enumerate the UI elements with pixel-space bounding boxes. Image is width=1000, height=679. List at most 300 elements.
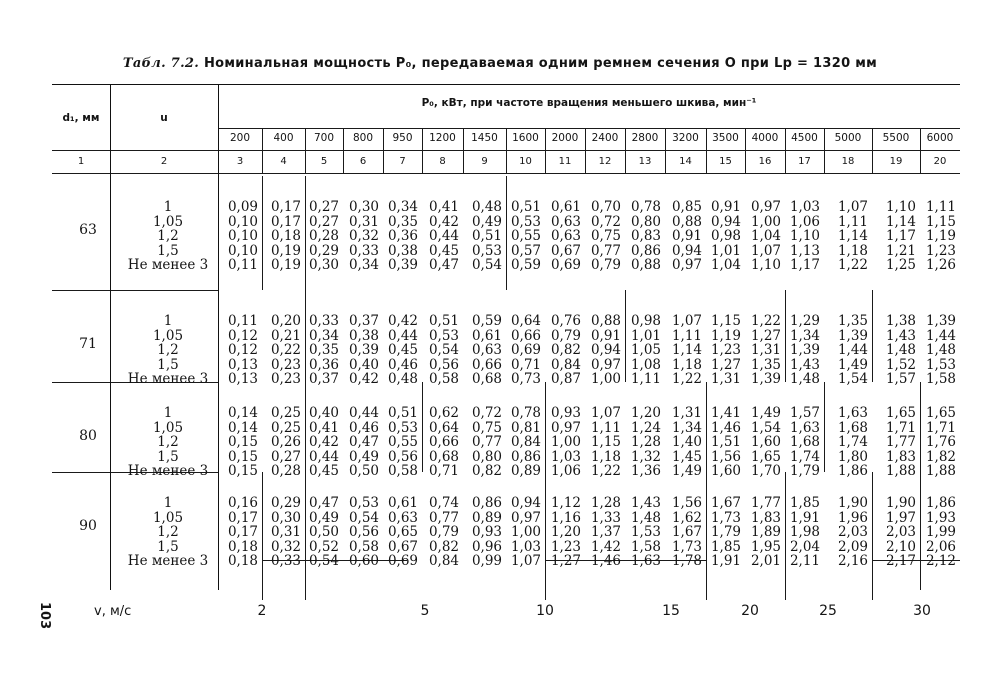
belt-speed-label: v, м/с bbox=[94, 604, 132, 619]
ratio-value: Не менее 3 bbox=[127, 553, 209, 569]
freq-header-4500: 4500 bbox=[791, 132, 818, 144]
power-value: 0,45 bbox=[428, 242, 459, 259]
power-value: 0,28 bbox=[308, 228, 339, 244]
ratio-list bbox=[120, 496, 216, 569]
power-column bbox=[262, 406, 301, 479]
power-value: 0,91 bbox=[671, 228, 702, 244]
power-column bbox=[343, 406, 379, 479]
power-value: 1,45 bbox=[671, 448, 702, 465]
column-number: 6 bbox=[359, 156, 367, 167]
power-column bbox=[625, 314, 661, 387]
power-value: 0,30 bbox=[270, 509, 301, 526]
power-value: 0,58 bbox=[387, 463, 418, 479]
power-value: 1,62 bbox=[671, 509, 702, 526]
power-value: 1,31 bbox=[750, 342, 781, 358]
power-value: 0,86 bbox=[630, 242, 661, 259]
power-column bbox=[545, 496, 581, 569]
freq-header-800: 800 bbox=[352, 132, 374, 144]
power-column bbox=[785, 496, 820, 569]
power-value: 0,54 bbox=[428, 342, 459, 358]
power-value: 1,18 bbox=[590, 448, 621, 465]
power-column bbox=[506, 406, 541, 479]
power-value: 1,06 bbox=[550, 463, 581, 479]
power-value: 0,12 bbox=[227, 342, 258, 358]
power-value: 0,79 bbox=[590, 257, 621, 273]
power-value: 0,71 bbox=[428, 463, 459, 479]
power-value: 2,03 bbox=[885, 524, 916, 540]
power-value: 1,20 bbox=[550, 524, 581, 540]
power-value: 1,07 bbox=[837, 199, 868, 215]
power-value: 1,58 bbox=[630, 538, 661, 555]
power-value: 0,10 bbox=[227, 213, 258, 230]
power-value: 1,27 bbox=[750, 327, 781, 344]
power-value: 0,15 bbox=[227, 434, 258, 450]
power-value: 1,54 bbox=[750, 419, 781, 436]
power-value: 1,90 bbox=[885, 495, 916, 511]
power-value: 0,12 bbox=[227, 327, 258, 344]
power-value: 2,12 bbox=[925, 553, 956, 569]
power-value: 0,48 bbox=[471, 199, 502, 215]
power-value: 0,49 bbox=[308, 509, 339, 526]
freq-header-2400: 2400 bbox=[591, 132, 619, 144]
power-value: 1,67 bbox=[671, 524, 702, 540]
power-column bbox=[463, 314, 502, 387]
ratio-value: 1,5 bbox=[157, 356, 179, 373]
power-value: 0,75 bbox=[471, 419, 502, 436]
power-value: 0,29 bbox=[270, 495, 301, 511]
freq-header-1200: 1200 bbox=[429, 132, 456, 144]
power-value: 0,54 bbox=[471, 257, 502, 273]
power-value: 0,53 bbox=[387, 419, 418, 436]
power-value: 0,98 bbox=[710, 228, 741, 244]
power-value: 0,96 bbox=[471, 538, 502, 555]
power-value: 0,77 bbox=[428, 509, 459, 526]
power-value: 1,25 bbox=[885, 257, 916, 273]
power-value: 1,35 bbox=[837, 313, 868, 329]
power-value: 0,94 bbox=[510, 495, 541, 511]
power-column bbox=[625, 200, 661, 273]
power-column bbox=[343, 200, 379, 273]
power-value: 0,28 bbox=[270, 463, 301, 479]
column-number: 9 bbox=[481, 156, 488, 167]
power-value: 0,84 bbox=[428, 553, 459, 569]
ratio-value: 1,2 bbox=[157, 228, 179, 244]
power-value: 2,03 bbox=[837, 524, 868, 540]
power-value: 1,33 bbox=[590, 509, 621, 526]
power-value: 1,74 bbox=[837, 434, 868, 450]
belt-speed-value: 15 bbox=[662, 603, 680, 619]
power-value: 1,11 bbox=[671, 327, 702, 344]
power-value: 1,11 bbox=[925, 199, 956, 215]
power-value: 0,70 bbox=[590, 199, 621, 215]
power-value: 0,32 bbox=[270, 538, 301, 555]
column-number: 3 bbox=[236, 156, 244, 167]
power-value: 0,93 bbox=[550, 405, 581, 421]
power-column bbox=[463, 496, 502, 569]
power-value: 0,82 bbox=[471, 463, 502, 479]
power-value: 0,33 bbox=[348, 242, 379, 259]
table-title bbox=[0, 56, 1000, 71]
power-column bbox=[343, 314, 379, 387]
power-value: 0,86 bbox=[471, 495, 502, 511]
power-value: 1,71 bbox=[885, 419, 916, 436]
power-column bbox=[262, 200, 301, 273]
power-column bbox=[745, 496, 781, 569]
power-column bbox=[262, 496, 301, 569]
power-value: 1,17 bbox=[885, 228, 916, 244]
power-column bbox=[872, 406, 916, 479]
power-value: 0,91 bbox=[710, 199, 741, 215]
power-value: 0,87 bbox=[550, 371, 581, 387]
power-value: 0,94 bbox=[671, 242, 702, 259]
power-column bbox=[218, 496, 258, 569]
power-value: 0,62 bbox=[428, 405, 459, 421]
power-value: 1,14 bbox=[885, 213, 916, 230]
power-value: 0,66 bbox=[471, 356, 502, 373]
belt-speed-value: 5 bbox=[420, 603, 430, 619]
power-value: 0,84 bbox=[510, 434, 541, 450]
column-number: 4 bbox=[280, 156, 287, 167]
power-value: 1,12 bbox=[550, 495, 581, 511]
power-value: 0,10 bbox=[227, 242, 258, 259]
power-value: 0,25 bbox=[270, 405, 301, 421]
power-value: 0,67 bbox=[550, 242, 581, 259]
power-value: 0,21 bbox=[270, 327, 301, 344]
power-value: 0,32 bbox=[348, 228, 379, 244]
freq-header-5000: 5000 bbox=[834, 132, 862, 144]
power-value: 1,65 bbox=[925, 405, 956, 421]
power-column bbox=[422, 406, 459, 479]
power-value: 0,82 bbox=[550, 342, 581, 358]
power-value: 1,04 bbox=[750, 228, 781, 244]
power-value: 0,53 bbox=[510, 213, 541, 230]
power-value: 0,56 bbox=[387, 448, 418, 465]
power-value: 0,45 bbox=[308, 463, 339, 479]
power-value: 1,00 bbox=[550, 434, 581, 450]
power-value: 1,54 bbox=[837, 371, 868, 387]
power-value: 0,61 bbox=[471, 327, 502, 344]
power-value: 1,22 bbox=[750, 313, 781, 329]
column-number: 2 bbox=[160, 156, 168, 167]
power-value: 1,07 bbox=[750, 242, 781, 259]
ratio-value: 1 bbox=[163, 199, 173, 215]
power-value: 1,23 bbox=[550, 538, 581, 555]
power-value: 0,75 bbox=[590, 228, 621, 244]
power-value: 1,89 bbox=[750, 524, 781, 540]
power-value: 1,44 bbox=[925, 327, 956, 344]
power-value: 0,69 bbox=[387, 553, 418, 569]
power-value: 2,10 bbox=[885, 538, 916, 555]
power-value: 0,99 bbox=[471, 553, 502, 569]
power-value: 1,03 bbox=[789, 199, 820, 215]
freq-header-5500: 5500 bbox=[882, 132, 910, 144]
power-value: 0,63 bbox=[550, 213, 581, 230]
power-column bbox=[383, 314, 418, 387]
power-value: 0,13 bbox=[227, 371, 258, 387]
power-value: 0,23 bbox=[270, 371, 301, 387]
power-value: 1,37 bbox=[590, 524, 621, 540]
power-value: 1,46 bbox=[590, 553, 621, 569]
power-value: 0,39 bbox=[387, 257, 418, 273]
ratio-value: Не менее 3 bbox=[127, 371, 209, 387]
power-value: 0,63 bbox=[471, 342, 502, 358]
power-value: 0,77 bbox=[590, 242, 621, 259]
power-column bbox=[343, 496, 379, 569]
column-number: 10 bbox=[519, 156, 532, 167]
power-value: 0,74 bbox=[428, 495, 459, 511]
power-value: 0,27 bbox=[308, 213, 339, 230]
power-value: 0,48 bbox=[387, 371, 418, 387]
power-column bbox=[824, 406, 868, 479]
power-column bbox=[665, 200, 702, 273]
ratio-value: 1,5 bbox=[157, 242, 179, 259]
power-value: 0,94 bbox=[710, 213, 741, 230]
ratio-value: 1,05 bbox=[152, 327, 184, 344]
power-column bbox=[585, 314, 621, 387]
power-column bbox=[785, 200, 820, 273]
power-value: 0,40 bbox=[308, 405, 339, 421]
table-title-text: Номинальная мощность P₀, передаваемая одним ремнем сечения О при Lр = 1320 мм bbox=[203, 56, 878, 71]
power-column bbox=[872, 200, 916, 273]
power-value: 0,63 bbox=[550, 228, 581, 244]
power-value: 0,91 bbox=[590, 327, 621, 344]
power-value: 2,01 bbox=[750, 553, 781, 569]
power-column bbox=[706, 200, 741, 273]
power-column bbox=[625, 406, 661, 479]
ratio-value: 1 bbox=[163, 405, 173, 421]
column-number: 19 bbox=[889, 156, 903, 167]
power-value: 0,80 bbox=[471, 448, 502, 465]
ratio-value: 1,05 bbox=[152, 213, 184, 230]
freq-header-950: 950 bbox=[392, 132, 413, 144]
ratio-value: 1,5 bbox=[157, 538, 179, 555]
power-value: 1,26 bbox=[925, 257, 956, 273]
freq-header-3200: 3200 bbox=[672, 132, 699, 144]
power-value: 1,22 bbox=[590, 463, 621, 479]
power-value: 0,44 bbox=[428, 228, 459, 244]
power-value: 1,44 bbox=[837, 342, 868, 358]
power-value: 0,35 bbox=[387, 213, 418, 230]
power-value: 0,47 bbox=[308, 495, 339, 511]
power-value: 1,80 bbox=[837, 448, 868, 465]
power-value: 1,57 bbox=[789, 405, 820, 421]
power-value: 0,51 bbox=[428, 313, 459, 329]
power-value: 1,65 bbox=[885, 405, 916, 421]
belt-speed-value: 10 bbox=[536, 603, 554, 619]
freq-header-400: 400 bbox=[273, 132, 294, 144]
power-value: 1,48 bbox=[630, 509, 661, 526]
column-number: 16 bbox=[758, 156, 772, 167]
power-value: 0,88 bbox=[590, 313, 621, 329]
power-value: 0,44 bbox=[387, 327, 418, 344]
power-column bbox=[920, 200, 956, 273]
power-value: 1,34 bbox=[789, 327, 820, 344]
ratio-value: Не менее 3 bbox=[127, 257, 209, 273]
power-value: 1,57 bbox=[885, 371, 916, 387]
power-value: 1,86 bbox=[837, 463, 868, 479]
power-value: 0,44 bbox=[308, 448, 339, 465]
power-value: 1,14 bbox=[837, 228, 868, 244]
power-value: 0,79 bbox=[428, 524, 459, 540]
d1-header: d₁, мм bbox=[62, 112, 100, 124]
power-value: 0,79 bbox=[550, 327, 581, 344]
ratio-value: 1,5 bbox=[157, 448, 179, 465]
power-value: 1,53 bbox=[630, 524, 661, 540]
power-value: 1,35 bbox=[750, 356, 781, 373]
power-column bbox=[706, 314, 741, 387]
power-value: 1,76 bbox=[925, 434, 956, 450]
power-value: 1,14 bbox=[671, 342, 702, 358]
power-value: 1,10 bbox=[885, 199, 916, 215]
power-value: 1,96 bbox=[837, 509, 868, 526]
power-column bbox=[305, 496, 339, 569]
power-value: 1,56 bbox=[710, 448, 741, 465]
power-value: 0,25 bbox=[270, 419, 301, 436]
column-number: 13 bbox=[638, 156, 652, 167]
power-value: 1,56 bbox=[671, 495, 702, 511]
power-value: 1,83 bbox=[750, 509, 781, 526]
power-value: 0,80 bbox=[630, 213, 661, 230]
belt-speed-value: 20 bbox=[741, 603, 759, 619]
power-column bbox=[422, 496, 459, 569]
power-value: 1,19 bbox=[925, 228, 956, 244]
power-value: 1,06 bbox=[789, 213, 820, 230]
power-column bbox=[585, 406, 621, 479]
power-value: 0,27 bbox=[308, 199, 339, 215]
power-value: 1,23 bbox=[710, 342, 741, 358]
power-column bbox=[585, 200, 621, 273]
power-value: 0,18 bbox=[227, 538, 258, 555]
power-value: 0,85 bbox=[671, 199, 702, 215]
power-column bbox=[506, 314, 541, 387]
ratio-value: 1,05 bbox=[152, 419, 184, 436]
power-value: 0,94 bbox=[590, 342, 621, 358]
ratio-list bbox=[120, 314, 216, 387]
power-value: 0,37 bbox=[348, 313, 379, 329]
power-value: 1,07 bbox=[510, 553, 541, 569]
power-value: 0,61 bbox=[550, 199, 581, 215]
power-value: 0,42 bbox=[428, 213, 459, 230]
power-value: 1,98 bbox=[789, 524, 820, 540]
power-value: 1,91 bbox=[789, 509, 820, 526]
power-value: 0,71 bbox=[510, 356, 541, 373]
ratio-value: 1 bbox=[163, 313, 173, 329]
power-value: 2,04 bbox=[789, 538, 820, 555]
ratio-value: 1,2 bbox=[157, 524, 179, 540]
belt-speed-value: 25 bbox=[819, 603, 837, 619]
power-value: 1,21 bbox=[885, 242, 916, 259]
power-value: 1,63 bbox=[630, 553, 661, 569]
power-value: 1,27 bbox=[550, 553, 581, 569]
power-value: 1,11 bbox=[590, 419, 621, 436]
freq-header-1450: 1450 bbox=[471, 132, 498, 144]
power-value: 0,84 bbox=[550, 356, 581, 373]
column-number: 17 bbox=[798, 156, 811, 167]
power-value: 1,43 bbox=[630, 495, 661, 511]
power-value: 1,03 bbox=[510, 538, 541, 555]
power-value: 1,48 bbox=[789, 371, 820, 387]
power-value: 0,72 bbox=[590, 213, 621, 230]
power-value: 0,68 bbox=[471, 371, 502, 387]
power-value: 0,37 bbox=[308, 371, 339, 387]
power-value: 1,28 bbox=[630, 434, 661, 450]
power-value: 1,49 bbox=[671, 463, 702, 479]
power-value: 1,49 bbox=[750, 405, 781, 421]
power-value: 1,08 bbox=[630, 356, 661, 373]
power-column bbox=[383, 406, 418, 479]
power-column bbox=[463, 200, 502, 273]
power-value: 0,97 bbox=[750, 199, 781, 215]
power-value: 0,09 bbox=[227, 199, 258, 215]
power-value: 1,53 bbox=[925, 356, 956, 373]
power-value: 1,11 bbox=[837, 213, 868, 230]
power-value: 0,69 bbox=[510, 342, 541, 358]
power-value: 0,44 bbox=[348, 405, 379, 421]
power-value: 0,17 bbox=[227, 524, 258, 540]
power-value: 1,19 bbox=[710, 327, 741, 344]
belt-speed-value: 30 bbox=[913, 603, 931, 619]
power-value: 1,23 bbox=[925, 242, 956, 259]
power-value: 0,38 bbox=[348, 327, 379, 344]
power-value: 1,15 bbox=[925, 213, 956, 230]
power-value: 1,88 bbox=[925, 463, 956, 479]
power-value: 1,82 bbox=[925, 448, 956, 465]
power-value: 0,55 bbox=[387, 434, 418, 450]
power-value: 0,20 bbox=[270, 313, 301, 329]
power-column bbox=[305, 314, 339, 387]
power-column bbox=[785, 406, 820, 479]
power-value: 1,22 bbox=[671, 371, 702, 387]
power-value: 0,29 bbox=[308, 242, 339, 259]
power-value: 1,32 bbox=[630, 448, 661, 465]
power-column bbox=[920, 406, 956, 479]
freq-header-200: 200 bbox=[229, 132, 251, 144]
power-value: 1,16 bbox=[550, 509, 581, 526]
power-value: 0,11 bbox=[227, 257, 258, 273]
power-value: 0,35 bbox=[308, 342, 339, 358]
power-value: 1,07 bbox=[590, 405, 621, 421]
power-column bbox=[463, 406, 502, 479]
power-value: 0,66 bbox=[510, 327, 541, 344]
power-value: 0,81 bbox=[510, 419, 541, 436]
power-value: 1,85 bbox=[789, 495, 820, 511]
power-value: 0,50 bbox=[348, 463, 379, 479]
column-number: 18 bbox=[841, 156, 855, 167]
power-value: 1,39 bbox=[837, 327, 868, 344]
power-value: 1,88 bbox=[885, 463, 916, 479]
power-value: 0,16 bbox=[227, 495, 258, 511]
power-value: 1,79 bbox=[710, 524, 741, 540]
power-value: 0,18 bbox=[227, 553, 258, 569]
power-value: 0,38 bbox=[387, 242, 418, 259]
ratio-value: 1,2 bbox=[157, 342, 179, 358]
power-column bbox=[383, 200, 418, 273]
power-value: 0,19 bbox=[270, 257, 301, 273]
power-value: 0,86 bbox=[510, 448, 541, 465]
power-value: 1,13 bbox=[789, 242, 820, 259]
top-rule bbox=[52, 84, 960, 85]
power-value: 0,59 bbox=[471, 313, 502, 329]
power-value: 2,09 bbox=[837, 538, 868, 555]
power-value: 0,97 bbox=[671, 257, 702, 273]
column-number: 20 bbox=[933, 156, 947, 167]
power-value: 1,79 bbox=[789, 463, 820, 479]
u-header: u bbox=[160, 112, 168, 124]
power-value: 1,05 bbox=[630, 342, 661, 358]
power-value: 1,77 bbox=[750, 495, 781, 511]
power-column bbox=[824, 496, 868, 569]
power-value: 0,98 bbox=[630, 313, 661, 329]
